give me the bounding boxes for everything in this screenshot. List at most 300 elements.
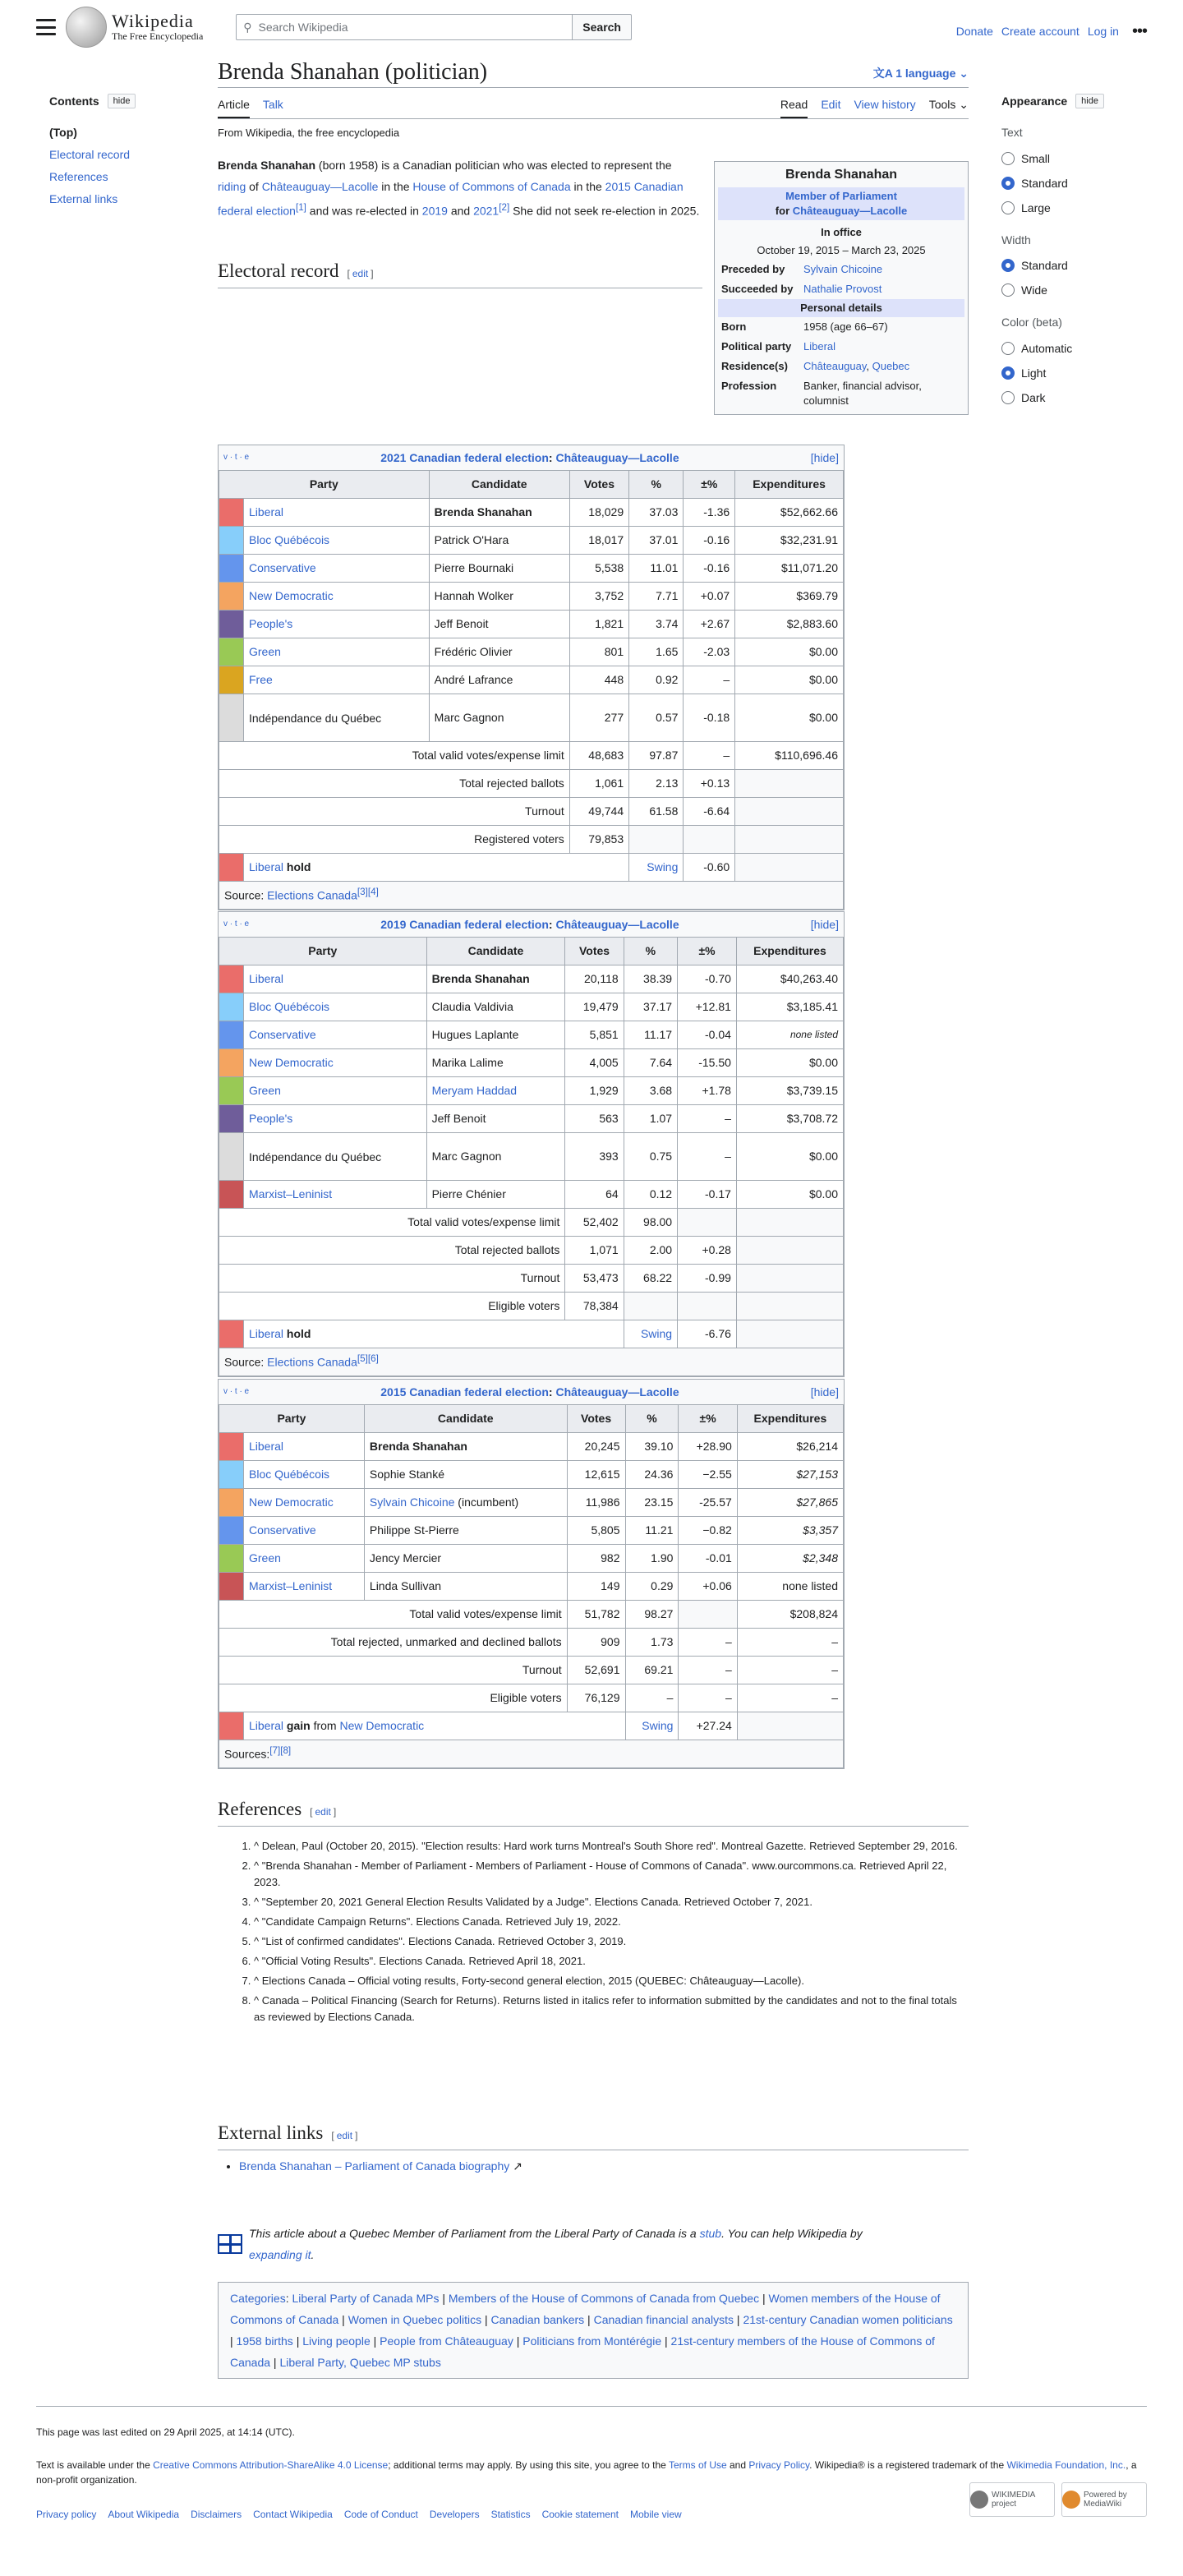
collapse-toggle[interactable]: [hide] — [810, 450, 839, 464]
table-row — [219, 1461, 844, 1489]
cell-chg: -0.18 — [684, 694, 735, 742]
party-name[interactable]: Conservative — [249, 561, 316, 575]
radio-icon — [1001, 152, 1015, 165]
party-name[interactable]: Bloc Québécois — [249, 533, 330, 547]
edit-electoral-link[interactable]: edit — [352, 268, 369, 279]
page-title: Brenda Shanahan (politician) — [218, 54, 969, 88]
cell-chg: -6.64 — [684, 798, 735, 826]
party-name[interactable]: Green — [249, 1551, 281, 1565]
footer-link-mobile-view[interactable]: Mobile view — [629, 2509, 682, 2520]
totals-row — [219, 826, 844, 854]
result-cell — [244, 1320, 624, 1348]
cell-exp — [735, 826, 844, 854]
appearance-title: Appearance — [1001, 94, 1068, 108]
toc-title: Contents — [49, 94, 99, 108]
swing-link[interactable]: Swing — [642, 1719, 674, 1733]
source-cell: Source: Elections Canada[3][4] — [219, 882, 844, 910]
column-header-candidate: Candidate — [429, 471, 569, 499]
totals-label: Turnout — [219, 1265, 565, 1293]
search-icon: ⚲ — [243, 20, 252, 34]
result-party[interactable]: Liberal — [249, 1719, 284, 1733]
party-name[interactable]: Conservative — [249, 1028, 316, 1042]
vte-links[interactable]: v · t · e — [223, 919, 250, 929]
last-edited: This page was last edited on 29 April 2025, at 14:14 (UTC). — [36, 2426, 295, 2438]
party-cell — [244, 965, 427, 993]
category-link[interactable]: Members of the House of Commons of Canada from Quebec — [448, 2292, 760, 2305]
party-color-swatch — [219, 1517, 244, 1545]
cell-chg: -0.17 — [678, 1181, 737, 1209]
party-cell — [244, 1021, 427, 1049]
search-input[interactable]: ⚲ Search Wikipedia — [236, 14, 573, 40]
cell-pct: 0.57 — [629, 694, 684, 742]
radio-icon — [1001, 259, 1015, 272]
candidate-cell — [426, 1181, 565, 1209]
riding-link[interactable]: Châteauguay—Lacolle — [555, 917, 679, 931]
cell-votes: 12,615 — [567, 1461, 625, 1489]
source-refs[interactable]: [7][8] — [269, 1745, 292, 1757]
footer-link-about-wikipedia[interactable]: About Wikipedia — [108, 2509, 180, 2520]
result-row — [219, 1320, 844, 1348]
totals-row — [219, 1265, 844, 1293]
tools-menu[interactable]: Tools ⌄ — [928, 97, 969, 111]
login-link[interactable]: Log in — [1087, 24, 1119, 38]
expanding-link[interactable]: expanding it — [249, 2248, 311, 2261]
lead-paragraph: Brenda Shanahan (born 1958) is a Canadian politician who was elected to represent the riding of Châteauguay—Lacolle in the House of Commons of Canada in the 2015 Canadian federal election[1] and was re-elected in 2019 and 2021[2] She did not seek re-election in 2025. — [218, 159, 700, 218]
swing-link[interactable]: Swing — [640, 1327, 673, 1341]
candidate-name: Linda Sullivan — [369, 1579, 442, 1593]
election-2019-link[interactable]: 2019 — [421, 204, 448, 218]
cell-votes: 64 — [565, 1181, 624, 1209]
text-size-label: Text — [1001, 126, 1023, 140]
cell-exp: – — [737, 1657, 843, 1684]
radio-icon — [1001, 283, 1015, 297]
table-row — [219, 499, 844, 527]
wikimedia-badge[interactable]: WIKIMEDIA project — [969, 2482, 1055, 2517]
party-row: Political party Liberal — [721, 340, 836, 353]
text-option-large[interactable]: Large — [1001, 200, 1149, 216]
election-2021-link[interactable]: 2021 — [473, 204, 499, 218]
cell-chg: +2.67 — [684, 611, 735, 638]
incumbent-note: (incumbent) — [454, 1495, 519, 1509]
search-button[interactable]: Search — [573, 14, 632, 40]
license-text: Text is available under the Creative Commons Attribution-ShareAlike 4.0 License; additional terms may apply. By using this site, you agree to the Terms of Use and Privacy Policy. Wikipedia® is a registered trademark of the Wikimedia Foundation, Inc., a non-profit organization. — [36, 2459, 1137, 2486]
category-link[interactable]: Women members of the House of Commons of Canada — [230, 2292, 941, 2326]
result-word: gain — [286, 1719, 311, 1733]
party-name[interactable]: Marxist–Leninist — [249, 1579, 333, 1593]
candidate-cell — [429, 499, 569, 527]
house-of-commons-link[interactable]: House of Commons of Canada — [412, 180, 571, 193]
candidate-cell — [429, 583, 569, 611]
column-header-expenditures: Expenditures — [735, 471, 844, 499]
cell-votes: 3,752 — [569, 583, 628, 611]
cell-exp: $3,185.41 — [736, 993, 843, 1021]
totals-label: Eligible voters — [219, 1684, 568, 1712]
cell-pct: 1.65 — [629, 638, 684, 666]
election-link[interactable]: 2021 Canadian federal election — [380, 450, 549, 464]
cell-pct: – — [625, 1684, 679, 1712]
stub-link[interactable]: stub — [699, 2227, 722, 2240]
party-cell — [244, 1461, 365, 1489]
cell-pct — [629, 826, 684, 854]
more-options-icon[interactable]: ••• — [1131, 22, 1147, 40]
main-menu-icon[interactable] — [36, 19, 56, 35]
cell-votes: 18,017 — [569, 527, 628, 555]
party-cell — [244, 638, 430, 666]
source-row — [219, 1348, 844, 1376]
category-link[interactable]: 21st-century Canadian women politicians — [743, 2313, 953, 2326]
candidate-cell — [429, 527, 569, 555]
ref-2[interactable]: [2] — [499, 202, 510, 213]
party-color-swatch — [219, 1181, 244, 1209]
born-row: Born 1958 (age 66–67) — [721, 320, 888, 333]
cell-pct: 3.68 — [624, 1077, 677, 1105]
footer-link-disclaimers[interactable]: Disclaimers — [191, 2509, 242, 2520]
tab-read[interactable]: Read — [780, 95, 808, 118]
table-row — [219, 1049, 844, 1077]
donate-link[interactable]: Donate — [955, 24, 993, 38]
source-link[interactable]: Elections Canada — [267, 889, 357, 903]
cell-pct: 11.01 — [629, 555, 684, 583]
cell-exp: $0.00 — [735, 638, 844, 666]
cell-votes: 4,005 — [565, 1049, 624, 1077]
party-color-swatch — [219, 993, 244, 1021]
party-name[interactable]: Marxist–Leninist — [249, 1187, 333, 1201]
cell-exp: – — [737, 1629, 843, 1657]
candidate-name: Jeff Benoit — [434, 617, 489, 631]
election-2015-link[interactable]: 2015 Canadian federal election — [218, 180, 684, 218]
cell-chg: -0.99 — [678, 1265, 737, 1293]
footer-link-code-of-conduct[interactable]: Code of Conduct — [343, 2509, 418, 2520]
category-link[interactable]: Liberal Party of Canada MPs — [292, 2292, 440, 2305]
footer-link-privacy-policy[interactable]: Privacy policy — [36, 2509, 97, 2520]
cell-chg: +0.07 — [684, 583, 735, 611]
candidate-name[interactable]: Meryam Haddad — [431, 1084, 518, 1098]
party-cell — [244, 499, 430, 527]
election-title: 2019 Canadian federal election: Châteauguay—Lacolle — [380, 917, 679, 931]
category-link[interactable]: Women in Quebec politics — [348, 2313, 482, 2326]
table-row — [219, 527, 844, 555]
category-link[interactable]: People from Châteauguay — [380, 2334, 513, 2348]
cell-votes: 1,929 — [565, 1077, 624, 1105]
reference-item: 6. ^ "Official Voting Results". Elections Canada. Retrieved April 18, 2021. — [254, 1953, 969, 1970]
totals-row — [219, 1629, 844, 1657]
column-header-expenditures: Expenditures — [736, 938, 843, 965]
width-option-standard[interactable]: Standard — [1001, 257, 1149, 274]
riding-name-link[interactable]: Châteauguay—Lacolle — [261, 180, 379, 193]
table-row — [219, 993, 844, 1021]
text-option-standard[interactable]: Standard — [1001, 175, 1149, 191]
cell-votes: 20,118 — [565, 965, 624, 993]
cell-exp: $3,357 — [737, 1517, 843, 1545]
cell-pct: 39.10 — [625, 1433, 679, 1461]
totals-label: Eligible voters — [219, 1293, 565, 1320]
appearance-hide-button[interactable]: hide — [1075, 94, 1104, 108]
residence-row: Residence(s) Châteauguay, Quebec — [721, 360, 910, 372]
column-header-votes: Votes — [569, 471, 628, 499]
wikipedia-logo[interactable] — [66, 7, 203, 48]
tab-edit[interactable]: Edit — [821, 97, 841, 111]
site-sub: From Wikipedia, the free encyclopedia — [218, 127, 400, 139]
election-link[interactable]: 2015 Canadian federal election — [380, 1385, 549, 1399]
width-option-wide[interactable]: Wide — [1001, 282, 1149, 298]
cell-chg: -1.36 — [684, 499, 735, 527]
cell-chg: – — [678, 1105, 737, 1133]
party-name[interactable]: Bloc Québécois — [249, 1000, 330, 1014]
cell-chg: – — [684, 666, 735, 694]
result-row — [219, 854, 844, 882]
in-office-label: In office — [821, 226, 862, 238]
party-color-swatch — [219, 499, 244, 527]
candidate-name: Frédéric Olivier — [434, 645, 513, 659]
party-name[interactable]: Liberal — [249, 1440, 284, 1454]
parliament-bio-link[interactable]: Brenda Shanahan – Parliament of Canada biography — [239, 2159, 510, 2173]
cell-exp: none listed — [736, 1021, 843, 1049]
category-link[interactable]: Living people — [302, 2334, 371, 2348]
cell-exp: $369.79 — [735, 583, 844, 611]
column-header-pct: % — [625, 1405, 679, 1433]
cell-exp — [736, 1237, 843, 1265]
cell-pct: 0.29 — [625, 1573, 679, 1601]
party-name[interactable]: New Democratic — [249, 1056, 334, 1070]
column-header-change: ±% — [678, 938, 737, 965]
toc-item-references[interactable]: References — [49, 170, 108, 184]
stub-notice: This article about a Quebec Member of Parliament from the Liberal Party of Canada is a stub. You can help Wikipedia by expanding it. — [218, 2223, 969, 2265]
candidate-cell — [426, 1105, 565, 1133]
cell-pct: 1.73 — [625, 1629, 679, 1657]
candidate-cell — [426, 965, 565, 993]
table-row — [219, 1133, 844, 1181]
tab-talk[interactable]: Talk — [262, 97, 283, 111]
table-row — [219, 1077, 844, 1105]
cell-chg: +1.78 — [678, 1077, 737, 1105]
party-name[interactable]: New Democratic — [249, 1495, 334, 1509]
cell-exp: $0.00 — [736, 1181, 843, 1209]
party-name[interactable]: Bloc Québécois — [249, 1468, 330, 1482]
candidate-cell — [429, 611, 569, 638]
create-account-link[interactable]: Create account — [1001, 24, 1079, 38]
party-cell — [244, 555, 430, 583]
footer-link-contact-wikipedia[interactable]: Contact Wikipedia — [253, 2509, 333, 2520]
result-party[interactable]: Liberal — [249, 1327, 284, 1341]
toc-item-external-links[interactable]: External links — [49, 192, 118, 206]
collapse-toggle[interactable]: [hide] — [810, 1385, 839, 1399]
party-name[interactable]: Liberal — [249, 505, 284, 519]
party-cell — [244, 666, 430, 694]
party-color-swatch — [219, 965, 244, 993]
cell-chg: +12.81 — [678, 993, 737, 1021]
table-of-contents — [49, 92, 173, 210]
party-cell — [244, 527, 430, 555]
candidate-name: Pierre Bournaki — [434, 561, 514, 575]
party-color-swatch — [219, 1049, 244, 1077]
riding-link[interactable]: riding — [218, 180, 246, 193]
swing-link[interactable]: Swing — [647, 860, 679, 874]
footer-link-cookie-statement[interactable]: Cookie statement — [541, 2509, 619, 2520]
totals-label: Total valid votes/expense limit — [219, 1209, 565, 1237]
external-links-section: External links [ edit ] • Brenda Shanahan – Parliament of Canada biography ↗ — [218, 2121, 969, 2178]
candidate-cell — [426, 1077, 565, 1105]
party-name[interactable]: New Democratic — [249, 589, 334, 603]
reference-item: 4. ^ "Candidate Campaign Returns". Elections Canada. Retrieved July 19, 2022. — [254, 1914, 969, 1930]
candidate-name[interactable]: Sylvain Chicoine — [369, 1495, 455, 1509]
election-table-2021 — [218, 445, 845, 910]
tab-view-history[interactable]: View history — [854, 97, 916, 111]
result-row — [219, 1712, 844, 1740]
cell-chg: −2.55 — [679, 1461, 737, 1489]
table-row — [219, 1517, 844, 1545]
candidate-cell — [429, 555, 569, 583]
totals-row — [219, 1209, 844, 1237]
party-cell — [244, 1077, 427, 1105]
cell-exp: $26,214 — [737, 1433, 843, 1461]
vte-links[interactable]: v · t · e — [223, 1387, 250, 1396]
cell-pct: 2.13 — [629, 770, 684, 798]
width-label: Width — [1001, 233, 1031, 247]
cell-votes: 5,538 — [569, 555, 628, 583]
reference-item: 8. ^ Canada – Political Financing (Search for Returns). Returns listed in italics refer to information submitted by the candidates and not to the final totals as reviewed by Elections Canada. — [254, 1993, 969, 2025]
party-name[interactable]: Conservative — [249, 1523, 316, 1537]
color-option-dark[interactable]: Dark — [1001, 389, 1149, 406]
party-name: Indépendance du Québec — [249, 1150, 382, 1164]
party-name[interactable]: Green — [249, 645, 281, 659]
cell-exp: $27,153 — [737, 1461, 843, 1489]
party-cell — [244, 1573, 365, 1601]
table-row — [219, 1545, 844, 1573]
infobox-office: Member of Parliament for Châteauguay—Lacolle — [718, 187, 964, 220]
riding-link[interactable]: Châteauguay—Lacolle — [555, 450, 679, 464]
result-party[interactable]: Liberal — [249, 860, 284, 874]
party-name[interactable]: People's — [249, 1112, 293, 1126]
totals-row — [219, 1601, 844, 1629]
collapse-toggle[interactable]: [hide] — [810, 917, 839, 931]
footer-link-statistics[interactable]: Statistics — [490, 2509, 531, 2520]
candidate-cell — [364, 1517, 567, 1545]
party-cell — [244, 1545, 365, 1573]
column-header-votes: Votes — [565, 938, 624, 965]
party-color-swatch — [219, 611, 244, 638]
cell-votes: 79,853 — [569, 826, 628, 854]
party-name[interactable]: Green — [249, 1084, 281, 1098]
section-external-links: External links [ edit ] — [218, 2121, 969, 2150]
candidate-cell — [426, 1049, 565, 1077]
infobox — [714, 161, 969, 415]
cell-exp: – — [737, 1684, 843, 1712]
column-header-change: ±% — [679, 1405, 737, 1433]
cell-pct: 0.75 — [624, 1133, 677, 1181]
wordmark: Wikipedia — [112, 11, 194, 31]
election-title: 2021 Canadian federal election: Châteauguay—Lacolle — [380, 450, 679, 464]
radio-icon — [1001, 391, 1015, 404]
totals-row — [219, 1293, 844, 1320]
text-option-small[interactable]: Small — [1001, 150, 1149, 167]
party-cell — [244, 1049, 427, 1077]
cell-chg: – — [679, 1684, 737, 1712]
party-name[interactable]: Free — [249, 673, 273, 687]
party-cell — [244, 1133, 427, 1181]
source-refs[interactable]: [5][6] — [357, 1353, 379, 1365]
cell-votes: 563 — [565, 1105, 624, 1133]
ref-1[interactable]: [1] — [295, 202, 306, 213]
candidate-name: Sophie Stanké — [369, 1468, 444, 1482]
profession-row: Profession Banker, financial advisor, columnist — [721, 380, 922, 407]
candidate-cell — [429, 666, 569, 694]
toc-item-top[interactable]: (Top) — [49, 126, 77, 140]
candidate-cell — [429, 638, 569, 666]
cell-exp: $3,708.72 — [736, 1105, 843, 1133]
color-option-automatic[interactable]: Automatic — [1001, 340, 1149, 357]
candidate-name: Jency Mercier — [369, 1551, 442, 1565]
cell-exp — [735, 770, 844, 798]
riding-link[interactable]: Châteauguay—Lacolle — [555, 1385, 679, 1399]
category-link[interactable]: Canadian bankers — [490, 2313, 585, 2326]
category-link[interactable]: 21st-century members of the House of Commons of Canada — [230, 2334, 935, 2369]
category-link[interactable]: Politicians from Montérégie — [522, 2334, 662, 2348]
totals-label: Turnout — [219, 1657, 568, 1684]
edit-references-link[interactable]: edit — [315, 1806, 331, 1818]
party-color-swatch — [219, 555, 244, 583]
result-from-party[interactable]: New Democratic — [339, 1719, 425, 1733]
candidate-name: Philippe St-Pierre — [369, 1523, 459, 1537]
column-header-candidate: Candidate — [364, 1405, 567, 1433]
party-cell — [244, 611, 430, 638]
category-link[interactable]: 1958 births — [236, 2334, 293, 2348]
toc-hide-button[interactable]: hide — [108, 94, 136, 108]
personal-details-header: Personal details — [718, 299, 964, 317]
category-link[interactable]: Canadian financial analysts — [593, 2313, 734, 2326]
table-row — [219, 965, 844, 993]
footer-link-developers[interactable]: Developers — [429, 2509, 480, 2520]
toc-item-electoral-record[interactable]: Electoral record — [49, 148, 131, 162]
cell-exp: $52,662.66 — [735, 499, 844, 527]
party-name[interactable]: Liberal — [249, 972, 284, 986]
election-link[interactable]: 2019 Canadian federal election — [380, 917, 549, 931]
swing-value: +27.24 — [679, 1712, 737, 1740]
election-caption — [219, 445, 844, 470]
user-tools — [956, 18, 1147, 44]
category-link[interactable]: Liberal Party, Quebec MP stubs — [279, 2356, 441, 2369]
party-color-swatch — [219, 1461, 244, 1489]
appearance-panel — [1001, 92, 1149, 414]
radio-icon — [1001, 177, 1015, 190]
cell-pct: 97.87 — [629, 742, 684, 770]
party-cell — [244, 1517, 365, 1545]
party-color-swatch — [219, 1573, 244, 1601]
cell-pct: 0.12 — [624, 1181, 677, 1209]
column-header-votes: Votes — [567, 1405, 625, 1433]
cell-chg: -0.01 — [679, 1545, 737, 1573]
party-cell — [244, 1433, 365, 1461]
cell-pct: 37.03 — [629, 499, 684, 527]
reference-item: 2. ^ "Brenda Shanahan - Member of Parliament - Members of Parliament - House of Commons of Canada". www.ourcommons.ca. Retrieved April 22, 2023. — [254, 1858, 969, 1891]
result-word: hold — [286, 860, 311, 874]
candidate-cell — [426, 1021, 565, 1049]
section-electoral-record: Electoral record [ edit ] — [218, 259, 702, 288]
mediawiki-badge[interactable]: Powered by MediaWiki — [1061, 2482, 1147, 2517]
totals-row — [219, 1657, 844, 1684]
source-refs[interactable]: [3][4] — [357, 887, 379, 898]
source-link[interactable]: Elections Canada — [267, 1356, 357, 1370]
tab-article[interactable]: Article — [218, 95, 250, 118]
categories-label[interactable]: Categories — [230, 2292, 286, 2305]
party-name[interactable]: People's — [249, 617, 293, 631]
color-option-light[interactable]: Light — [1001, 365, 1149, 381]
cell-exp: $2,883.60 — [735, 611, 844, 638]
edit-external-link[interactable]: edit — [336, 2130, 353, 2141]
cell-exp — [735, 798, 844, 826]
vte-links[interactable]: v · t · e — [223, 453, 250, 462]
language-button[interactable]: 文A 1 language ⌄ — [872, 67, 969, 80]
cell-pct: 0.92 — [629, 666, 684, 694]
